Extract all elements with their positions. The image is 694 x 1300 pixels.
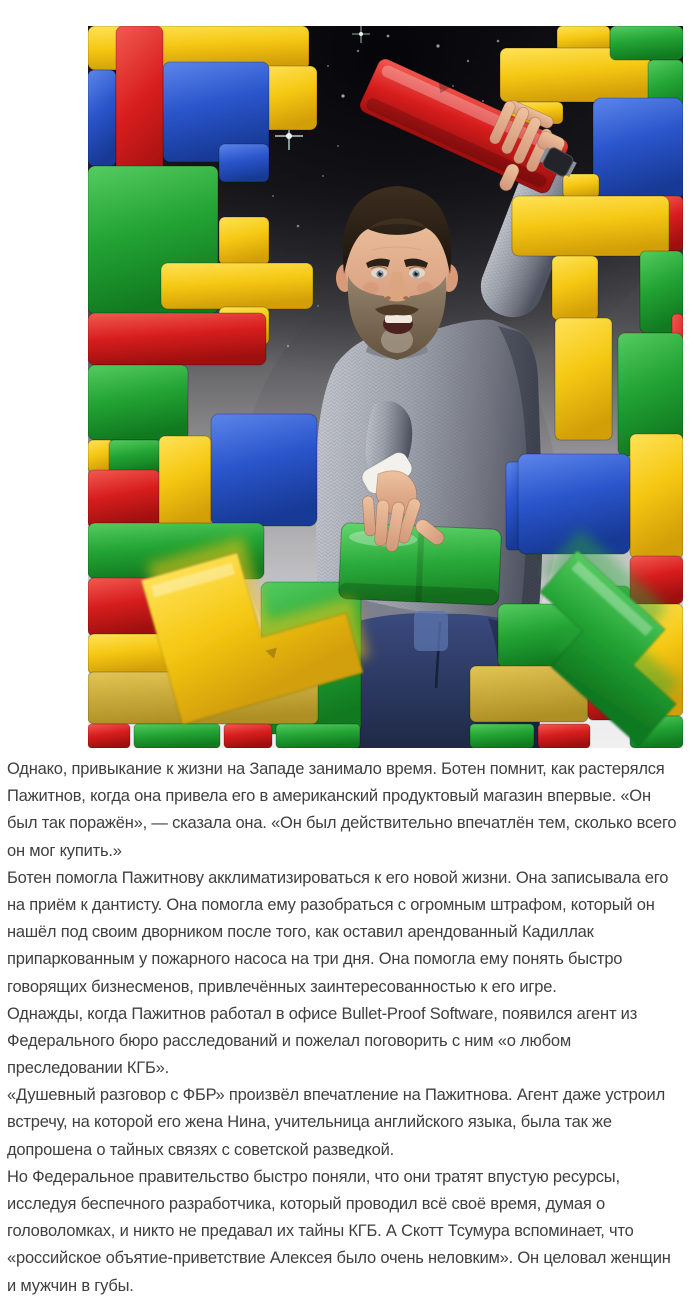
- paragraph: [7, 1001, 693, 1083]
- text-line: исследуя беспечного разработчика, который проводил всё своё время, думая о: [7, 1195, 605, 1213]
- text-line: Пажитнов, когда она привела его в американский продуктовый магазин впервые. «Он: [7, 787, 651, 806]
- paragraph: [7, 865, 693, 1001]
- text-line: Однажды, когда Пажитнов работал в офисе Bullet-Proof Software, появился агент из: [7, 1004, 638, 1023]
- paragraph: [7, 1164, 693, 1300]
- article-photo: [88, 26, 683, 748]
- pajitnov-tetris-illustration: [88, 26, 683, 748]
- held-green-block: [338, 523, 501, 606]
- text-line: и мужчин в губы.: [7, 1276, 134, 1295]
- text-line: был так поражён», — сказала она. «Он был действительно впечатлён тем, сколько всего: [7, 814, 677, 833]
- text-line: он мог купить.»: [7, 841, 122, 860]
- text-line: нашёл под своим дворником после того, как оставил арендованный Кадиллак: [7, 923, 594, 942]
- text-line: говорящих бизнесменов, привлечённых заинтересованностью к его игре.: [7, 977, 557, 996]
- paragraph: [7, 1082, 693, 1164]
- text-line: Федерального бюро расследований и пожелал поговорить с ним «о любом: [7, 1031, 572, 1050]
- text-line: преследовании КГБ».: [7, 1059, 170, 1078]
- text-line: Однако, привыкание к жизни на Западе занимало время. Ботен помнит, как растерялся: [7, 760, 665, 778]
- text-line: «российское объятие-приветствие Алексея было очень неловким». Он целовал женщин: [7, 1249, 671, 1268]
- text-line: Ботен помогла Пажитнову акклиматизироваться к его новой жизни. Она записывала его: [7, 868, 669, 887]
- text-line: припаркованным у пожарного насоса на три дня. Она помогла ему понять быстро: [7, 950, 623, 969]
- text-line: Но Федеральное правительство быстро поняли, что они тратят впустую ресурсы,: [7, 1167, 620, 1186]
- paragraph: [7, 756, 693, 865]
- text-line: на приём к дантисту. Она помогла ему разобраться с огромным штрафом, который он: [7, 895, 655, 914]
- text-line: «Душевный разговор с ФБР» произвёл впечатление на Пажитнова. Агент даже устроил: [7, 1086, 665, 1105]
- text-line: встречу, на которой его жена Нина, учительница английского языка, была так же: [7, 1113, 612, 1132]
- article-text: [7, 756, 693, 1300]
- text-line: допрошена о тайных связях с советской разведкой.: [7, 1140, 395, 1159]
- text-line: головоломках, и никто не предавал их тайны КГБ. А Скотт Тсумура вспоминает, что: [7, 1222, 634, 1241]
